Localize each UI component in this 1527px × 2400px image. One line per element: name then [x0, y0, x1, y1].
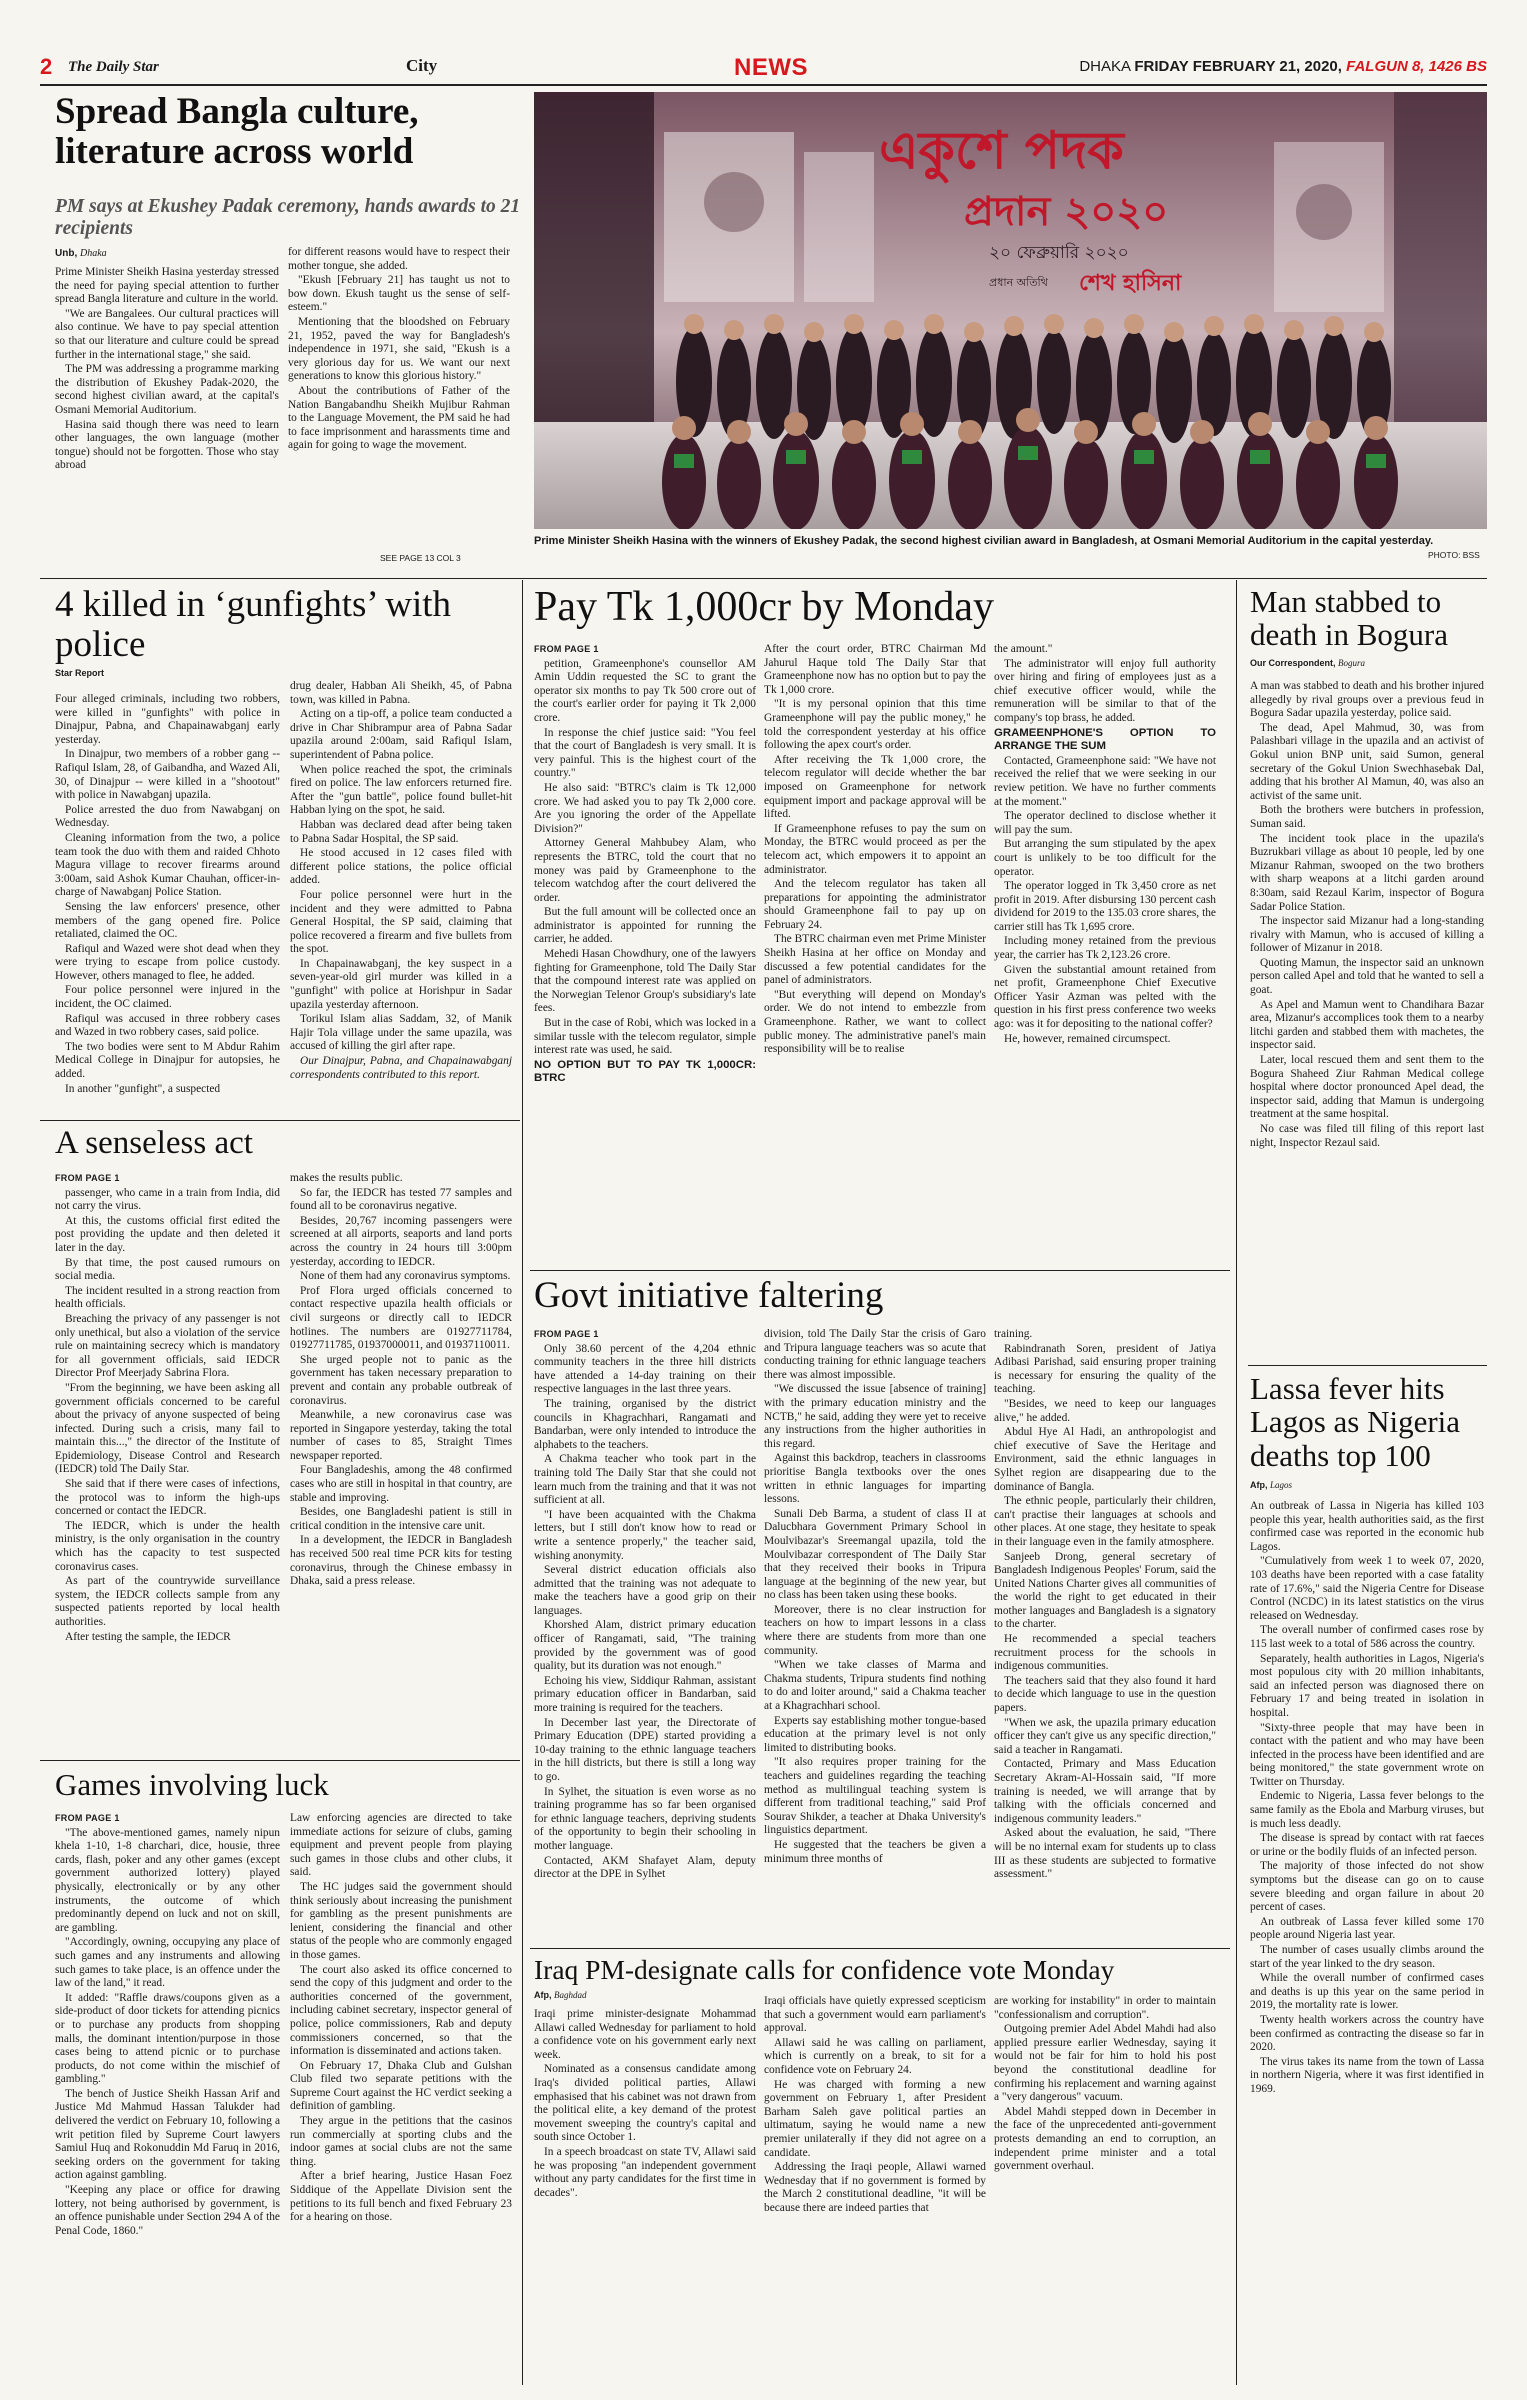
- byline-agency: Unb,: [55, 248, 78, 259]
- paragraph: The number of cases usually climbs around the start of the year linked to the dry season.: [1250, 1944, 1484, 1970]
- subheading: GRAMEENPHONE'S OPTION TO ARRANGE THE SUM: [994, 726, 1216, 753]
- paragraph: Addressing the Iraqi people, Allawi warned Wednesday that if no government is formed by the March 2 constitutional deadline, "it will be because there are indeed parties that: [764, 2161, 986, 2214]
- byline-agency: Afp,: [534, 1990, 552, 2000]
- govt-headline: Govt initiative faltering: [534, 1275, 884, 1316]
- paragraph: He, however, remained circumspect.: [1004, 1032, 1171, 1045]
- paragraph: drug dealer, Habban Ali Sheikh, 45, of Pabna town, was killed in Pabna.: [290, 680, 512, 706]
- paragraph: A Chakma teacher who took part in the training told The Daily Star that she could not learn much from the training and that it was not sufficient at all.: [534, 1453, 756, 1507]
- paragraph: After a brief hearing, Justice Hasan Foez Siddique of the Appellate Division sent the petitions to its full bench and fixed February 23 for a hearing on those.: [290, 2170, 512, 2224]
- paragraph: Law enforcing agencies are directed to take immediate actions for seizure of clubs, gaming equipment and prevent people from playing such games in those clubs and other clubs, it said.: [290, 1812, 512, 1879]
- page-number: 2: [40, 54, 53, 79]
- paragraph: The virus takes its name from the town of Lassa in northern Nigeria, where it was first identified in 1969.: [1250, 2055, 1484, 2095]
- paragraph: The training, organised by the district councils in Khagrachhari, Rangamati and Bandarban, were only intended to introduce the alphabets to the teachers.: [534, 1397, 756, 1451]
- paragraph: About the contributions of Father of the Nation Bangabandhu Sheikh Mujibur Rahman to the Language Movement, the PM said he had to face imprisonment and harassments time and again for going to wage the movement.: [288, 384, 510, 452]
- gunfight-col-1: [55, 693, 280, 1117]
- iraq-col-1: [534, 2008, 756, 2385]
- paragraph: Rabindranath Soren, president of Jatiya Adibasi Parishad, said ensuring proper training is necessary for ensuring the quality of the teaching.: [994, 1342, 1216, 1396]
- city-label: DHAKA: [1079, 58, 1131, 75]
- paragraph: In Sylhet, the situation is even worse as no training programme has so far been organised for ethnic language teachers, depriving students of the opportunity to begin their schooling in mother language.: [534, 1785, 756, 1852]
- iraq-col-3: [994, 1995, 1216, 2385]
- paragraph: Abdul Hye Al Hadi, an anthropologist and chief executive of Save the Heritage and Environment, said the ethnic languages in Sylhet region are disappearing due to the dominance of Bangla.: [994, 1426, 1216, 1493]
- from-page-label: FROM PAGE 1: [534, 644, 599, 654]
- paragraph: Meanwhile, a new coronavirus case was reported in Singapore yesterday, taking the total number of cases to 85, Straight Times newspaper reported.: [290, 1409, 512, 1462]
- paragraph: The bench of Justice Sheikh Hassan Arif and Justice Md Mahmud Hassan Talukder had delivered the verdict on February 10, following a writ petition filed by Supreme Court lawyers Samiul Huq and Rokonuddin Md Faruq in 2016, seeking orders on the government for taking action against gambling.: [55, 2087, 280, 2182]
- paragraph: If Grameenphone refuses to pay the sum on Monday, the BTRC would proceed as per the telecom act, which empowers it to appoint an administrator.: [764, 822, 986, 876]
- iraq-headline: Iraq PM-designate calls for confidence vote Monday: [534, 1954, 1115, 1985]
- paragraph: for different reasons would have to respect their mother tongue, she added.: [288, 246, 510, 272]
- paragraph: On February 17, Dhaka Club and Gulshan Club filed two separate petitions with the Supreme Court against the HC verdict seeking a definition of gambling.: [290, 2059, 512, 2113]
- paragraph: Attorney General Mahbubey Alam, who represents the BTRC, told the court that no money was paid by Grameenphone to the telecom watchdog after the court delivered the order.: [534, 837, 756, 904]
- paragraph: Given the substantial amount retained from net profit, Grameenphone Chief Executive Officer Yasir Azman was pelted with the question in his first press conference two weeks ago: was it for depositing to the national coffer?: [994, 963, 1216, 1031]
- govt-col-1: [534, 1328, 756, 1940]
- paragraph: "But everything will depend on Monday's order. We do not intend to embezzle from Grameenphone. Rather, we want to collect public money. The administrative panel's main responsibility will be to realise: [764, 988, 986, 1056]
- paragraph: Endemic to Nigeria, Lassa fever belongs to the same family as the Ebola and Marburg viruses, but is much less deadly.: [1250, 1790, 1484, 1830]
- paragraph: After testing the sample, the IEDCR: [65, 1630, 231, 1643]
- paragraph: When police reached the spot, the criminals fired on police. The law enforcers returned fire. After the "gun battle", police found bullet-hit Habban lying on the spot, he said.: [290, 763, 512, 817]
- paragraph: Sunali Deb Barma, a student of class II at Dalucbhara Government Primary School in Moulvibazar's Sreemangal upazila, told the Moulvibazar correspondent of The Daily Star that they received their books in Tripura language at the beginning of the new year, but no class has been taken using these books.: [764, 1507, 986, 1602]
- paragraph: "When we take classes of Marma and Chakma students, Tripura students find nothing to do and loiter around," said a Chakma teacher at a Khagrachhari school.: [764, 1659, 986, 1713]
- paragraph: The overall number of confirmed cases rose by 115 last week to a total of 586 across the country.: [1250, 1624, 1484, 1650]
- bangla-date: FALGUN 8, 1426 BS: [1346, 58, 1487, 75]
- paragraph: He was charged with forming a new government on February 1, after President Barham Saleh gave political parties an ultimatum, saying he would name a new premier unilaterally if they did not agree on a candidate.: [764, 2078, 986, 2159]
- paragraph: By that time, the post caused rumours on social media.: [55, 1256, 280, 1283]
- paragraph: Contacted, Grameenphone said: "We have not received the relief that we were seeking in our review petition. We have no further comments at the moment.": [994, 754, 1216, 808]
- masthead-logo: The Daily Star: [68, 59, 159, 75]
- paragraph: Khorshed Alam, district primary education officer of Rangamati, said, "The training provided by the government was of good quality, but its duration was not enough.": [534, 1619, 756, 1673]
- paragraph: Hasina said though there was need to learn other languages, the own language (mother tongue) should not be forgotten. Those who stay abroad: [55, 418, 279, 472]
- paragraph: "Accordingly, owning, occupying any place of such games and any instruments and allowing such games to take place, is an offence under the law of the land," it read.: [55, 1936, 280, 1990]
- gunfight-headline: 4 killed in ‘gunfights’ with police: [55, 584, 451, 665]
- paragraph: Prime Minister Sheikh Hasina yesterday stressed the need for paying special attention to further spread Bangla literature and culture in the world.: [55, 266, 279, 306]
- paragraph: In a speech broadcast on state TV, Allawi said he was proposing "an independent government without any party candidates for the first time in decades".: [534, 2145, 756, 2199]
- paragraph: Our Dinajpur, Pabna, and Chapainawabganj correspondents contributed to this report.: [290, 1055, 512, 1081]
- paragraph: The disease is spread by contact with rat faeces or urine or the bodily fluids of an infected person.: [1250, 1832, 1484, 1858]
- paragraph: The BTRC chairman even met Prime Minister Sheikh Hasina at her office on Monday and discussed a few potential candidates for the panel of administrators.: [764, 933, 986, 987]
- paragraph: petition, Grameenphone's counsellor AM Amin Uddin requested the SC to grant the operator six months to pay Tk 500 crore out of the court's earlier order for paying it Tk 2,000 crore.: [534, 657, 756, 724]
- byline-place: Baghdad: [554, 1990, 587, 2000]
- date-line: [1079, 58, 1487, 75]
- paragraph: Experts say establishing mother tongue-based education at the primary level is not only limited to distributing books.: [764, 1714, 986, 1754]
- paragraph: Habban was declared dead after being taken to Pabna Sadar Hospital, the SP said.: [290, 818, 512, 845]
- paragraph: But in the case of Robi, which was locked in a similar tussle with the telecom regulator, simple interest rate was used, he said.: [534, 1017, 756, 1057]
- paragraph: The administrator will enjoy full authority over hiring and firing of employees just as a chief executive officer would, while the remuneration will be similar to that of the company's top brass, he added.: [994, 657, 1216, 724]
- paragraph: Cleaning information from the two, a police team took the duo with them and raided Chhoto Magura village to recover firearms around 3:00am, said Ashok Kumar Chauhan, officer-in-charge of Nawabganj Police Station.: [55, 831, 280, 899]
- games-headline: Games involving luck: [55, 1767, 329, 1802]
- govt-col-3: [994, 1328, 1216, 1940]
- paragraph: "Cumulatively from week 1 to week 07, 2020, 103 deaths have been reported with a case fatality rate of 17.6%," said the Nigeria Centre for Disease Control (NCDC) in its latest statistics on the virus released on Wednesday.: [1250, 1555, 1484, 1622]
- section-rule: [40, 1760, 520, 1761]
- paragraph: The ethnic people, particularly their children, can't practise their languages at schools and other places. At one stage, they hesitate to speak in their language even in the family atmosphere.: [994, 1495, 1216, 1548]
- paragraph: training.: [994, 1328, 1033, 1340]
- photo-banner-line1: একুশে পদক: [879, 121, 1124, 181]
- photo-guest-name: শেখ হাসিনা: [1079, 271, 1182, 296]
- paragraph: The court also asked its office concerned to send the copy of this judgment and order to the authorities concerned of the government, including cabinet secretary, inspector general of police, police commissioners, Rab and deputy commissioners concerned, so that the information is disseminated and actions taken.: [290, 1963, 512, 2058]
- paragraph: As part of the countrywide surveillance system, the IEDCR collects sample from any suspected patients reported by local health authorities.: [55, 1575, 280, 1628]
- paragraph: In Dinajpur, two members of a robber gang -- Rafiqul Islam, 28, of Gaibandha, and Wazed Ali, 30, of Dinajpur -- were killed in a "shootout" with police in Nawabganj upazila.: [55, 748, 280, 802]
- paragraph: The majority of those infected do not show symptoms but the disease can go on to cause severe bleeding and organ failure in about 20 percent of cases.: [1250, 1860, 1484, 1914]
- iraq-col-2: [764, 1995, 986, 2385]
- paragraph: "Sixty-three people that may have been in contact with the patient and who may have been infected in the process have been identified and are being monitored," the state government wrote on Twitter on Thursday.: [1250, 1721, 1484, 1788]
- paytk-col-1: [534, 643, 756, 1265]
- gunfight-byline: Star Report: [55, 668, 105, 678]
- paragraph: Mentioning that the bloodshed on February 21, 1952, paved the way for Bangladesh's independence in 1971, she said, "Ekush is a very glorious day for us. We want our next generations to know this glorious history.": [288, 315, 510, 383]
- paragraph: Prof Flora urged officials concerned to contact respective upazila health officials or civil surgeons or directly call to IEDCR hotlines. The numbers are 01927711784, 01927711785, 01937000011, and 01937110011.: [290, 1284, 512, 1352]
- paragraph: None of them had any coronavirus symptoms.: [300, 1270, 511, 1283]
- paragraph: Four police personnel were injured in the incident, the OC claimed.: [55, 984, 280, 1011]
- paragraph: Sanjeeb Drong, general secretary of Bangladesh Indigenous Peoples' Forum, said the United Nations Charter gives all communities of the world the right to get educated in their mother languages and Bangladesh is a signatory to the charter.: [994, 1550, 1216, 1631]
- subheading: NO OPTION BUT TO PAY TK 1,000CR: BTRC: [534, 1058, 756, 1085]
- paragraph: Breaching the privacy of any passenger is not only unethical, but also a violation of the service rule on maintaining secrecy which is mandatory for all government officials, said IEDCR Director Prof Meerjady Sabrina Flora.: [55, 1312, 280, 1380]
- paragraph: Contacted, AKM Shafayet Alam, deputy director at the DPE in Sylhet: [534, 1854, 756, 1881]
- paragraph: He suggested that the teachers be given a minimum three months of: [764, 1838, 986, 1865]
- paragraph: Besides, one Bangladeshi patient is still in critical condition in the intensive care unit.: [290, 1506, 512, 1532]
- paragraph: Four police personnel were hurt in the incident and they were admitted to Pabna General Hospital, the SP said, claiming that police recovered a firearm and five bullets from the spot.: [290, 888, 512, 956]
- column-rule: [522, 580, 523, 2385]
- paragraph: the amount.": [994, 643, 1053, 655]
- paragraph: The incident took place in the upazila's Buzrukbari village as about 10 people, led by one Mizanur Rahman, swooped on the two brothers with sharp weapons at a litchi garden around 8:30am, said Rezaul Karim, inspector of Bogura Sadar Police Station.: [1250, 832, 1484, 913]
- paragraph: "It is my personal opinion that this time Grameenphone will pay the public money," he told the correspondent yesterday at his office following the apex court's order.: [764, 698, 986, 752]
- paragraph: In another "gunfight", a suspected: [65, 1082, 221, 1095]
- lassa-col: [1250, 1500, 1484, 2385]
- from-page-label: FROM PAGE 1: [55, 1813, 120, 1823]
- paragraph: But the full amount will be collected once an administrator is appointed for running the carrier, he added.: [534, 906, 756, 946]
- lead-byline: [55, 248, 107, 259]
- paragraph: "When we ask, the upazila primary education officer they can't give us any specific direction," said a teacher in Rangamati.: [994, 1716, 1216, 1756]
- senseless-col-2: [290, 1172, 512, 1755]
- paytk-col-3: [994, 643, 1216, 1265]
- paragraph: division, told The Daily Star the crisis of Garo and Tripura language teachers was so acute that conducting training for ethnic language teachers there was almost impossible.: [764, 1328, 986, 1381]
- paragraph: Besides, 20,767 incoming passengers were screened at all airports, seaports and land ports across the country in 24 hours till 3:00pm yesterday, according to IEDCR.: [290, 1214, 512, 1268]
- section-rule: [40, 1120, 520, 1121]
- paragraph: The operator declined to disclose whether it will pay the sum.: [994, 810, 1216, 836]
- paragraph: It added: "Raffle draws/coupons given as a side-product of door tickets for attending picnics or to purchase any products from shopping malls, the dominant intention/purpose in those cases being to attend picnic or to purchase products, do not come within the mischief of gambling.": [55, 1991, 280, 2086]
- paragraph: Several district education officials also admitted that the training was not adequate to make the teachers have a good grip on their languages.: [534, 1564, 756, 1617]
- paragraph: After receiving the Tk 1,000 crore, the telecom regulator will decide whether the bar imposed on Grameenphone for network equipment import and package approval will be lifted.: [764, 753, 986, 821]
- paragraph: A man was stabbed to death and his brother injured allegedly by rival groups over a previous feud in Bogura Sadar upazila yesterday, police said.: [1250, 680, 1484, 720]
- paragraph: The incident resulted in a strong reaction from health officials.: [55, 1284, 280, 1311]
- paragraph: "Besides, we need to keep our languages alive," he added.: [994, 1397, 1216, 1424]
- paragraph: "From the beginning, we have been asking all government officials concerned to be careful about the privacy of anyone suspected of being infected. During such a crisis, many fail to maintain this...," the director of the Institute of Epidemiology, Disease Control and Research (IEDCR) told The Daily Star.: [55, 1381, 280, 1476]
- from-page-label: FROM PAGE 1: [534, 1329, 599, 1339]
- paragraph: Abdel Mahdi stepped down in December in the face of the unprecedented anti-government protests demanding an end to corruption, an independent prime minister and a total government overhaul.: [994, 2105, 1216, 2173]
- paragraph: In December last year, the Directorate of Primary Education (DPE) started providing a 10-day training to the ethnic language teachers in the hill districts, but there is still a long way to go.: [534, 1716, 756, 1783]
- paragraph: So far, the IEDCR has tested 77 samples and found all to be coronavirus negative.: [290, 1186, 512, 1213]
- page-header: [40, 52, 1487, 82]
- paragraph: Separately, health authorities in Lagos, Nigeria's most populous city with 20 million inhabitants, said an infected person was diagnosed there on February 17 and being treated in isolation in hospital.: [1250, 1652, 1484, 1719]
- paragraph: makes the results public.: [290, 1172, 403, 1184]
- header-rule: [40, 84, 1487, 86]
- paragraph: "Keeping any place or office for drawing lottery, not being authorised by government, is an offence punishable under Section 294 A of the Penal Code, 1860.": [55, 2184, 280, 2237]
- gunfight-col-2: [290, 680, 512, 1117]
- games-col-2: [290, 1812, 512, 2385]
- paragraph: He stood accused in 12 cases filed with different police stations, the police official added.: [290, 847, 512, 887]
- photo-credit: PHOTO: BSS: [1428, 550, 1480, 560]
- paragraph: At this, the customs official first edited the post providing the update and then deleted it later in the day.: [55, 1214, 280, 1254]
- section-rule: [40, 578, 1487, 579]
- paragraph: Echoing his view, Siddiqur Rahman, assistant primary education officer in Bandarban, said more training is required for the teachers.: [534, 1674, 756, 1715]
- paragraph: Moreover, there is no clear instruction for teachers on how to impart lessons in a class where there are students from more than one community.: [764, 1603, 986, 1657]
- senseless-headline: A senseless act: [55, 1125, 253, 1161]
- paragraph: "We discussed the issue [absence of training] with the primary education ministry and the NCTB," he said, adding they were yet to receive any instructions from the higher authorities in this regard.: [764, 1383, 986, 1450]
- paragraph: While the overall number of confirmed cases and deaths is up this year on the same period in 2019, the mortality rate is lower.: [1250, 1972, 1484, 2012]
- paragraph: Rafiqul and Wazed were shot dead when they were trying to escape from police custody. However, others managed to flee, he added.: [55, 942, 280, 982]
- paragraph: No case was filed till filing of this report last night, Inspector Rezaul said.: [1250, 1123, 1484, 1149]
- paragraph: Mehedi Hasan Chowdhury, one of the lawyers fighting for Grameenphone, told The Daily Star that the compound interest rate was applied on the Norwegian Telenor Group's subsidiary's late fees.: [534, 948, 756, 1015]
- paragraph: Against this backdrop, teachers in classrooms prioritise Bangla textbooks over the ones written in ethnic languages for imparting lessons.: [764, 1452, 986, 1506]
- paragraph: Four Bangladeshis, among the 48 confirmed cases who are still in hospital in that country, are stable and improving.: [290, 1464, 512, 1504]
- photo-banner-line2: প্রদান ২০২০: [964, 189, 1169, 235]
- paragraph: The IEDCR, which is under the health ministry, is the only organisation in the country which has the capacity to test suspected coronavirus cases.: [55, 1519, 280, 1573]
- paragraph: Sensing the law enforcers' presence, other members of the gang opened fire. Police retaliated, claimed the OC.: [55, 900, 280, 941]
- paytk-col-2: [764, 643, 986, 1265]
- paragraph: "Ekush [February 21] has taught us not to bow down. Ekush taught us the sense of self-esteem.": [288, 274, 510, 314]
- paragraph: "It also requires proper training for the teachers and guidelines regarding the teaching method as multilingual teaching system is different from traditional teaching," said Prof Sourav Shikder, a teacher at Dhaka University's linguistics department.: [764, 1756, 986, 1837]
- paragraph: Rafiqul was accused in three robbery cases and Wazed in two robbery cases, said police.: [55, 1012, 280, 1039]
- paragraph: are working for instability" in order to maintain "confessionalism and corruption".: [994, 1995, 1216, 2021]
- section-rule: [1248, 1365, 1487, 1366]
- paragraph: The operator logged in Tk 3,450 crore as net profit in 2019. After disbursing 130 percent cash dividend for 2019 to the 135.03 crore shares, the carrier still has Tk 1,695 crore.: [994, 880, 1216, 933]
- paragraph: Iraqi prime minister-designate Mohammad Allawi called Wednesday for parliament to hold a confidence vote on his government early next week.: [534, 2008, 756, 2061]
- paragraph: Police arrested the duo from Nawabganj on Wednesday.: [55, 803, 280, 830]
- senseless-col-1: [55, 1172, 280, 1755]
- paragraph: passenger, who came in a train from India, did not carry the virus.: [55, 1186, 280, 1213]
- byline-agency: Afp,: [1250, 1480, 1268, 1490]
- paragraph: After the court order, BTRC Chairman Md Jahurul Haque told The Daily Star that Grameenphone now has no option but to pay the Tk 1,000 crore.: [764, 643, 986, 696]
- paragraph: The dead, Apel Mahmud, 30, was from Palashbari village in the upazila and an activist of Gokul union BNP unit, said Sumon, general secretary of the Gokul Union Swechhasebak Dal, adding that his brother Al Mamun, 40, was also an activist of the same unit.: [1250, 721, 1484, 802]
- paragraph: An outbreak of Lassa in Nigeria has killed 103 people this year, health authorities said, as the first confirmed case was reported in the economic hub Lagos.: [1250, 1500, 1484, 1553]
- byline-place: Lagos: [1270, 1480, 1293, 1490]
- paragraph: Only 38.60 percent of the 4,204 ethnic community teachers in the three hill districts have attended a 14-day training on their respective languages in the last three years.: [534, 1342, 756, 1396]
- bogura-col: [1250, 680, 1484, 1360]
- lead-subhead: PM says at Ekushey Padak ceremony, hands awards to 21 recipients: [55, 196, 521, 239]
- paragraph: Contacted, Primary and Mass Education Secretary Akram-Al-Hossain said, "If more training is needed, we will arrange that by talking with the officials concerned and indigenous community leaders.": [994, 1758, 1216, 1825]
- lead-col-1: [55, 266, 279, 566]
- paragraph: Outgoing premier Adel Abdel Mahdi had also applied pressure earlier Wednesday, saying it would not be fair for him to hold his post beyond the constitutional deadline for confirming his replacement and warning against a "very dangerous" vacuum.: [994, 2023, 1216, 2104]
- ekushey-padak-photo: [534, 92, 1487, 529]
- paragraph: The PM was addressing a programme marking the distribution of Ekushey Padak-2020, the second highest civilian award, at the capital's Osmani Memorial Auditorium.: [55, 363, 279, 416]
- paragraph: Asked about the evaluation, he said, "There will be no internal exam for students up to class III as these students are subjected to formative assessment.": [994, 1827, 1216, 1881]
- lead-headline: Spread Bangla culture, literature across world: [55, 91, 419, 172]
- paragraph: They argue in the petitions that the casinos run commercially at sporting clubs and the indoor games at social clubs are not the same thing.: [290, 2115, 512, 2168]
- byline-place: Bogura: [1338, 658, 1366, 668]
- paragraph: In Chapainawabganj, the key suspect in a seven-year-old girl murder was killed in a "gunfight" with police at Horishpur in Sadar upazila yesterday afternoon.: [290, 957, 512, 1011]
- paragraph: Iraqi officials have quietly expressed scepticism that such a government would earn parliament's approval.: [764, 1995, 986, 2035]
- paragraph: As Apel and Mamun went to Chandihara Bazar area, Mizanur's accomplices took them to a nearby litchi garden and stabbed them with machetes, the inspector said.: [1250, 998, 1484, 1052]
- iraq-byline: [534, 1990, 587, 2000]
- paragraph: Twenty health workers across the country have been confirmed as contracting the disease so far in 2020.: [1250, 2013, 1484, 2054]
- paragraph: And the telecom regulator has taken all preparations for appointing the administrator should Grameenphone fail to pay up on February 24.: [764, 878, 986, 931]
- section-label: City: [406, 56, 438, 75]
- paragraph: Four alleged criminals, including two robbers, were killed in "gunfights" with police in Dinajpur, Pabna, and Chapainawabganj early yesterday.: [55, 693, 280, 746]
- paragraph: Nominated as a consensus candidate among Iraq's divided political parties, Allawi emphasised that his cabinet was not drawn from the political elite, a key demand of the protest movement sweeping the country's capital and south since October 1.: [534, 2063, 756, 2144]
- games-col-1: [55, 1812, 280, 2385]
- byline-author: Our Correspondent,: [1250, 658, 1336, 668]
- bogura-byline: [1250, 658, 1365, 668]
- paragraph: But arranging the sum stipulated by the apex court is unlikely to be too difficult for the operator.: [994, 838, 1216, 878]
- paragraph: Later, local rescued them and sent them to the Bogura Shaheed Ziur Rahman Medical college hospital where doctor pronounced Apel dead, the inspector said, adding that Mamun is undergoing treatment at the same hospital.: [1250, 1054, 1484, 1121]
- news-label: NEWS: [734, 54, 808, 81]
- from-page-label: FROM PAGE 1: [55, 1173, 120, 1183]
- byline-place: Dhaka: [80, 248, 107, 259]
- paytk-headline: Pay Tk 1,000cr by Monday: [534, 584, 995, 630]
- bogura-headline: Man stabbed to death in Bogura: [1250, 584, 1449, 653]
- lassa-byline: [1250, 1480, 1292, 1490]
- paragraph: She said that if there were cases of infections, the protocol was to inform the high-ups concerned or contact the IEDCR.: [55, 1478, 280, 1518]
- date-text: FRIDAY FEBRUARY 21, 2020,: [1134, 58, 1342, 75]
- photo-guest-label: প্রধান অতিথি: [989, 276, 1048, 289]
- photo-caption: Prime Minister Sheikh Hasina with the winners of Ekushey Padak, the second highest civilian award in Bangladesh, at Osmani Memorial Auditorium in the capital yesterday.: [534, 535, 1434, 547]
- paragraph: Both the brothers were butchers in profession, Suman said.: [1250, 804, 1484, 830]
- column-rule: [1236, 580, 1237, 2385]
- paragraph: Acting on a tip-off, a police team conducted a drive in Char Shibrampur area of Pabna Sadar upazila around 2:00am, said Rafiqul Islam, superintendent of Pabna police.: [290, 708, 512, 761]
- paragraph: She urged people not to panic as the government has taken necessary preparation to prevent and contain any probable outbreak of coronavirus.: [290, 1353, 512, 1407]
- paragraph: "We are Bangalees. Our cultural practices will also continue. We have to pay special attention so that our literature and culture could be spread further in the international stage," she said.: [55, 307, 279, 361]
- paragraph: In response the chief justice said: "You feel that the court of Bangladesh is very small. It is very painful. This is the highest court of the country.": [534, 726, 756, 780]
- section-rule: [530, 1270, 1230, 1271]
- paragraph: Including money retained from the previous year, the carrier has Tk 2,123.26 crore.: [994, 935, 1216, 962]
- lassa-headline: Lassa fever hits Lagos as Nigeria deaths top 100: [1250, 1371, 1461, 1473]
- paragraph: The inspector said Mizanur had a long-standing rivalry with Mamun, who is accused of killing a follower of Mizanur in 2018.: [1250, 915, 1484, 955]
- paragraph: He also said: "BTRC's claim is Tk 12,000 crore. We had asked you to pay Tk 2,000 core. Are you ignoring the order of the Appellate Division?": [534, 781, 756, 835]
- paragraph: The teachers said that they also found it hard to decide which language to use in the question papers.: [994, 1674, 1216, 1715]
- section-rule: [530, 1948, 1230, 1949]
- paragraph: An outbreak of Lassa fever killed some 170 people around Nigeria last year.: [1250, 1915, 1484, 1942]
- paragraph: Allawi said he was calling on parliament, which is currently on a break, to sit for a confidence vote on February 24.: [764, 2036, 986, 2076]
- paragraph: Quoting Mamun, the inspector said an unknown person called Apel and told that he wanted to sell a goat.: [1250, 956, 1484, 997]
- lead-col-2: [288, 246, 510, 546]
- see-page-jump[interactable]: SEE PAGE 13 COL 3: [380, 553, 461, 563]
- govt-col-2: [764, 1328, 986, 1940]
- paragraph: Torikul Islam alias Saddam, 32, of Manik Hajir Tola village under the same upazila, was accused of killing the girl after rape.: [290, 1013, 512, 1053]
- paragraph: The two bodies were sent to M Abdur Rahim Medical College in Dinajpur for autopsies, he added.: [55, 1040, 280, 1081]
- photo-banner-line3: ২০ ফেব্রুয়ারি ২০২০: [989, 243, 1129, 263]
- paragraph: "The above-mentioned games, namely nipun khela 1-10, 1-8 charchari, dice, housie, three cards, flash, poker and any other games (except government authorized lottery) played physically, electronically or by any other instruments, the outcome of which predominantly depend on luck and not on skill, are gambling.: [55, 1826, 280, 1934]
- paragraph: In a development, the IEDCR in Bangladesh has received 500 real time PCR kits for testing coronavirus, through the Chinese embassy in Dhaka, said a press release.: [290, 1534, 512, 1588]
- paragraph: He recommended a special teachers recruitment process for the schools in indigenous communities.: [994, 1633, 1216, 1673]
- paragraph: The HC judges said the government should think seriously about increasing the punishment for gambling as the present punishments are lenient, considering the financial and other status of the people who are commonly engaged in those games.: [290, 1880, 512, 1961]
- paragraph: "I have been acquainted with the Chakma letters, but I still don't know how to read or write a sentence properly," the teacher said, wishing anonymity.: [534, 1508, 756, 1562]
